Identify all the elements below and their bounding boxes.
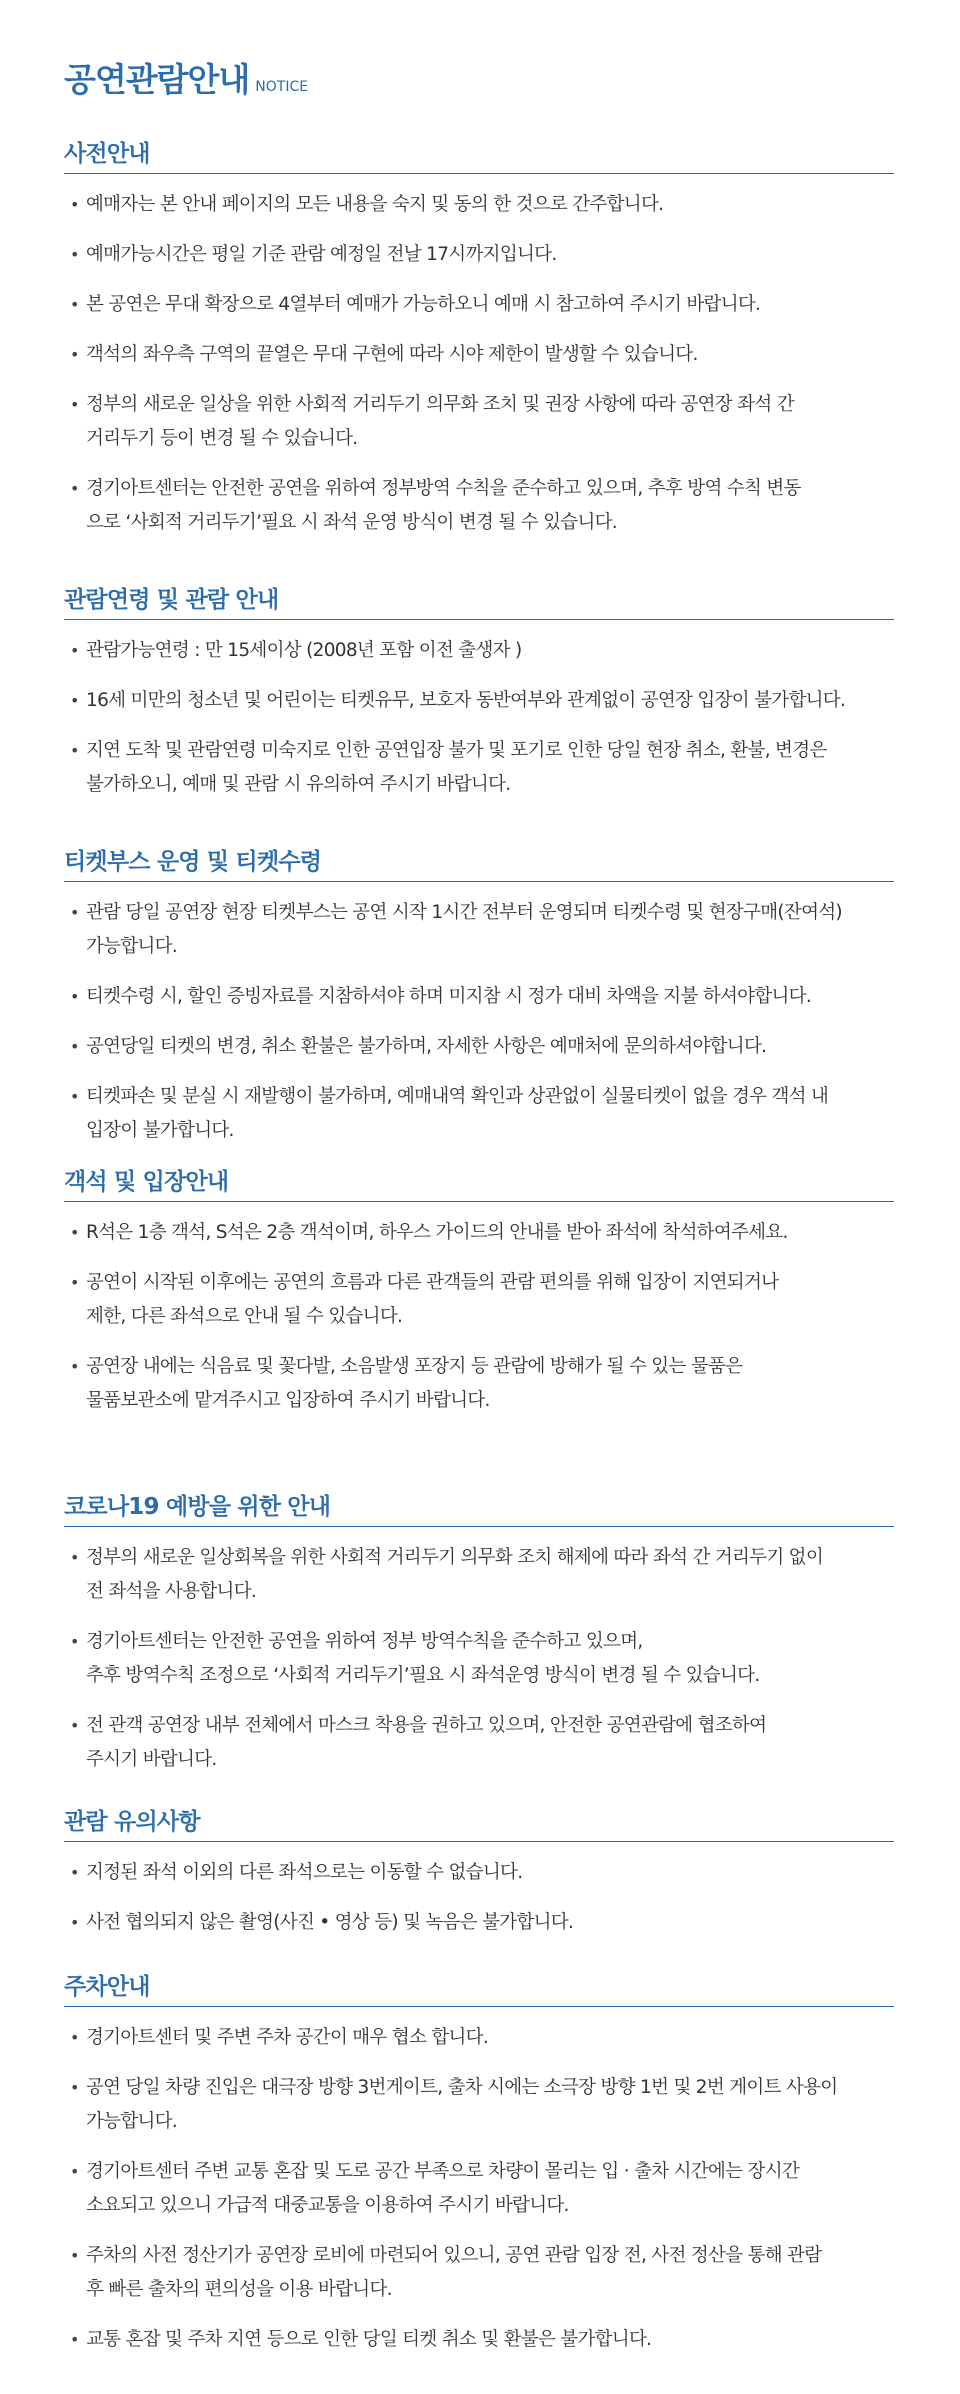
notice-item (64, 288, 894, 322)
notice-item (64, 684, 894, 718)
notice-item (64, 896, 894, 964)
page-title (64, 54, 308, 101)
notice-item-line: • 관람가능연령 : 만 15세이상 (2008년 포함 이전 출생자 ) (86, 640, 522, 661)
section-covid-guide (64, 1491, 894, 1793)
notice-list (64, 896, 894, 1148)
notice-item-line: • 예매자는 본 안내 페이지의 모든 내용을 숙지 및 동의 한 것으로 간주합니다. (86, 194, 664, 215)
notice-item-line: • 지정된 좌석 이외의 다른 좌석으로는 이동할 수 없습니다. (86, 1862, 523, 1883)
notice-item-line: 물품보관소에 맡겨주시고 입장하여 주시기 바랍니다. (86, 1390, 490, 1411)
section-advance-notice (64, 138, 894, 556)
section-heading: 티켓부스 운영 및 티켓수령 (64, 846, 894, 882)
notice-item-line: • 전 관객 공연장 내부 전체에서 마스크 착용을 권하고 있으며, 안전한 공연관람에 협조하여 (86, 1715, 767, 1736)
notice-item-line: • 공연장 내에는 식음료 및 꽃다발, 소음발생 포장지 등 관람에 방해가 될 수 있는 물품은 (86, 1356, 743, 1377)
notice-item-line: 후 빠른 출차의 편의성을 이용 바랍니다. (86, 2279, 392, 2300)
notice-item-line: • 본 공연은 무대 확장으로 4열부터 예매가 가능하오니 예매 시 참고하여 주시기 바랍니다. (86, 294, 761, 315)
notice-item (64, 1541, 894, 1609)
section-heading: 주차안내 (64, 1971, 894, 2007)
notice-item (64, 388, 894, 456)
notice-list (64, 2021, 894, 2357)
notice-item (64, 238, 894, 272)
notice-item-line: • 공연당일 티켓의 변경, 취소 환불은 불가하며, 자세한 사항은 예매처에 문의하셔야합니다. (86, 1036, 767, 1057)
notice-item-line: 거리두기 등이 변경 될 수 있습니다. (86, 428, 358, 449)
notice-item-line: 가능합니다. (86, 936, 178, 957)
notice-item-line: • 티켓파손 및 분실 시 재발행이 불가하며, 예매내역 확인과 상관없이 실물티켓이 없을 경우 객석 내 (86, 1086, 829, 1107)
notice-item (64, 2323, 894, 2357)
notice-item-line: 전 좌석을 사용합니다. (86, 1581, 257, 1602)
notice-item (64, 980, 894, 1014)
notice-item (64, 1030, 894, 1064)
notice-item-line: • 관람 당일 공연장 현장 티켓부스는 공연 시작 1시간 전부터 운영되며 티켓수령 및 현장구매(잔여석) (86, 902, 842, 923)
notice-item (64, 2239, 894, 2307)
section-heading: 관람연령 및 관람 안내 (64, 584, 894, 620)
notice-item (64, 2021, 894, 2055)
notice-item (64, 1216, 894, 1250)
notice-list (64, 188, 894, 540)
notice-item-line: • 사전 협의되지 않은 촬영(사진 • 영상 등) 및 녹음은 불가합니다. (86, 1912, 574, 1933)
notice-item (64, 1266, 894, 1334)
notice-item-line: • 공연이 시작된 이후에는 공연의 흐름과 다른 관객들의 관람 편의를 위해 입장이 지연되거나 (86, 1272, 779, 1293)
notice-list (64, 1856, 894, 1940)
notice-item-line: • 교통 혼잡 및 주차 지연 등으로 인한 당일 티켓 취소 및 환불은 불가합니다. (86, 2329, 652, 2350)
section-heading: 코로나19 예방을 위한 안내 (64, 1491, 894, 1527)
notice-item (64, 734, 894, 802)
page-title-sub: NOTICE (255, 79, 309, 95)
notice-item-line: • 정부의 새로운 일상을 위한 사회적 거리두기 의무화 조치 및 권장 사항에 따라 공연장 좌석 간 (86, 394, 794, 415)
section-heading: 관람 유의사항 (64, 1806, 894, 1842)
notice-list (64, 1216, 894, 1418)
notice-item-line: • 티켓수령 시, 할인 증빙자료를 지참하셔야 하며 미지참 시 정가 대비 차액을 지불 하셔야합니다. (86, 986, 812, 1007)
section-viewing-rules (64, 1806, 894, 1956)
notice-item-line: 추후 방역수칙 조정으로 ‘사회적 거리두기’필요 시 좌석운영 방식이 변경 될 수 있습니다. (86, 1665, 760, 1686)
notice-item (64, 1080, 894, 1148)
notice-item (64, 188, 894, 222)
notice-item-line: • 경기아트센터는 안전한 공연을 위하여 정부방역 수칙을 준수하고 있으며, 추후 방역 수칙 변동 (86, 478, 801, 499)
notice-item-line: • 객석의 좌우측 구역의 끝열은 무대 구현에 따라 시야 제한이 발생할 수 있습니다. (86, 344, 698, 365)
notice-item-line: 소요되고 있으니 가급적 대중교통을 이용하여 주시기 바랍니다. (86, 2195, 569, 2216)
notice-list (64, 634, 894, 802)
notice-item-line: • 경기아트센터 및 주변 주차 공간이 매우 협소 합니다. (86, 2027, 489, 2048)
notice-item-line: • 경기아트센터는 안전한 공연을 위하여 정부 방역수칙을 준수하고 있으며, (86, 1631, 643, 1652)
notice-item (64, 472, 894, 540)
notice-item-line: 제한, 다른 좌석으로 안내 될 수 있습니다. (86, 1306, 403, 1327)
notice-item-line: • 정부의 새로운 일상회복을 위한 사회적 거리두기 의무화 조치 해제에 따라 좌석 간 거리두기 없이 (86, 1547, 824, 1568)
section-age-guide (64, 584, 894, 818)
notice-item-line: • 지연 도착 및 관람연령 미숙지로 인한 공연입장 불가 및 포기로 인한 당일 현장 취소, 환불, 변경은 (86, 740, 827, 761)
notice-item (64, 2155, 894, 2223)
notice-item (64, 1709, 894, 1777)
notice-item-line: 으로 ‘사회적 거리두기’필요 시 좌석 운영 방식이 변경 될 수 있습니다. (86, 512, 617, 533)
notice-item-line: 입장이 불가합니다. (86, 1120, 234, 1141)
notice-item-line: • R석은 1층 객석, S석은 2층 객석이며, 하우스 가이드의 안내를 받아 좌석에 착석하여주세요. (86, 1222, 788, 1243)
notice-item (64, 2071, 894, 2139)
section-ticket-booth (64, 846, 894, 1164)
notice-item-line: 주시기 바랍니다. (86, 1749, 217, 1770)
notice-item-line: • 16세 미만의 청소년 및 어린이는 티켓유무, 보호자 동반여부와 관계없이 공연장 입장이 불가합니다. (86, 690, 846, 711)
notice-item-line: • 주차의 사전 정산기가 공연장 로비에 마련되어 있으니, 공연 관람 입장 전, 사전 정산을 통해 관람 (86, 2245, 822, 2266)
notice-item-line: 가능합니다. (86, 2111, 178, 2132)
notice-item (64, 338, 894, 372)
section-heading: 사전안내 (64, 138, 894, 174)
notice-item (64, 1350, 894, 1418)
notice-item-line: • 예매가능시간은 평일 기준 관람 예정일 전날 17시까지입니다. (86, 244, 557, 265)
notice-item-line: 불가하오니, 예매 및 관람 시 유의하여 주시기 바랍니다. (86, 774, 511, 795)
notice-item (64, 1856, 894, 1890)
page-title-main: 공연관람안내 (64, 60, 250, 99)
notice-item (64, 1906, 894, 1940)
notice-item (64, 1625, 894, 1693)
notice-item-line: • 공연 당일 차량 진입은 대극장 방향 3번게이트, 출차 시에는 소극장 방향 1번 및 2번 게이트 사용이 (86, 2077, 838, 2098)
notice-item (64, 634, 894, 668)
notice-item-line: • 경기아트센터 주변 교통 혼잡 및 도로 공간 부족으로 차량이 몰리는 입 · 출차 시간에는 장시간 (86, 2161, 800, 2182)
section-heading: 객석 및 입장안내 (64, 1166, 894, 1202)
notice-list (64, 1541, 894, 1777)
section-seating-entry (64, 1166, 894, 1434)
section-parking (64, 1971, 894, 2373)
